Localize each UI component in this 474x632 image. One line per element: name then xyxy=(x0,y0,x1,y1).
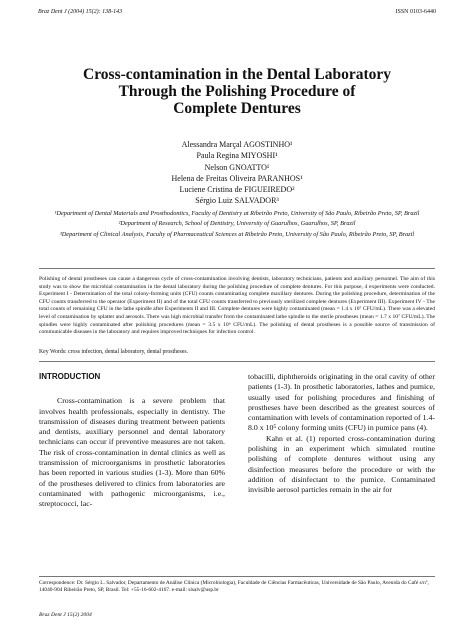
title-line: Through the Polishing Procedure of xyxy=(118,83,356,100)
author: Sérgio Luiz SALVADOR³ xyxy=(195,196,279,206)
affiliation: ³Department of Clinical Analysis, Faculty of Pharmaceutical Sciences at Ribeirão Preto, University of São Paulo, Ribeirão Preto, SP, Brazil xyxy=(59,230,415,238)
body-paragraph: Cross-contamination is a severe problem that involves health professionals, especially in dentistry. The transmission of diseases during treatment between patients and dentists, auxiliary personnel and dental laboratory technicians can occur if preventive measures are not taken. The risk of cross-contamination in dental clinics as well as transmission of microorganisms in prosthetic laboratories has been reported in various studies (1-3). More than 60% of the prostheses delivered to clinics from laboratories are contaminated with pathogenic microorganisms, i.e., streptococci, lac- xyxy=(39,396,225,509)
author: Luciene Cristina de FIGUEIREDO² xyxy=(179,185,295,195)
issn: ISSN 0103-6440 xyxy=(395,9,436,15)
abstract: Polishing of dental prostheses can cause a dangerous cycle of cross-contamination involving dentists, laboratory technicians, patients and auxiliary personnel. The aim of this study was to show the microbial contamination in the dental laboratory during the polishing procedure of complete dentures. For this purpose, 4 experiments were conducted. Experiment I - Determination of the total colony-forming units (CFU) counts contaminating complete maxillary dentures. During the polishing procedure, determination of the CFU counts transferred to the operator (Experiment II) and of the total CFU counts transferred to previously sterilized complete dentures (Experiment III). Experiment IV - The total counts of remaining CFU in the lathe spindle after Experiments II and III. Complete dentures were highly contaminated (mean = 1.4 x 10⁷ CFU/mL). There was a elevated level of contamination by splatter and aerosols. There was high microbial transfer from the contaminated lathe spindle to the sterile prostheses (mean = 1.7 x 10⁷ CFU/mL). The spindles were highly contaminated after polishing procedures (mean = 3.5 x 10⁶ CFU/mL). The polishing of dental prostheses is a possible source of transmission of communicable diseases in the laboratory and requires improved techniques for infection control. xyxy=(39,276,435,336)
right-column xyxy=(248,372,435,496)
section-heading: INTRODUCTION xyxy=(39,372,101,381)
author: Paula Regina MIYOSHI¹ xyxy=(196,151,278,161)
affiliations xyxy=(48,210,426,241)
left-column xyxy=(39,372,225,510)
affiliation: ¹Department of Dental Materials and Prosthodontics, Faculty of Dentistry at Ribeirão Preto, University of São Paulo, Ribeirão Preto, SP, Brazil xyxy=(54,210,420,217)
divider xyxy=(39,268,435,269)
body-paragraph: tobacilli, diphtheroids originating in the oral cavity of other patients (1-3). In prosthetic laboratories, lathes and pumice, usually used for polishing procedures and finishing of prostheses have been described as the greatest sources of contamination with levels of contamination reported of 1.4-8.0 x 10⁵ colony forming units (CFU) in pumice pans (4). xyxy=(248,372,435,433)
page-footer: Braz Dent J 15(2) 2004 xyxy=(39,612,92,618)
author: Alessandra Marçal AGOSTINHO¹ xyxy=(181,140,293,149)
author: Helena de Freitas Oliveira PARANHOS¹ xyxy=(171,173,303,183)
paper-title xyxy=(40,66,434,117)
correspondence: Correspondence: Dr. Sérgio L. Salvador, Departamento de Análise Clínica (Microbiologia), Faculdade de Ciências Farmacêuticas, Universidade de São Paulo, Avenida do Café s/nº, 14040-904 Ribeirão Preto, SP, Brasil. Tel: +55-16-602-4167. e-mail: slsalv@usp.br xyxy=(39,580,429,594)
divider xyxy=(39,361,435,362)
journal-reference: Braz Dent J (2004) 15(2): 138-143 xyxy=(38,9,123,15)
author-list xyxy=(0,139,474,207)
title-line: Complete Dentures xyxy=(173,100,301,117)
title-line: Cross-contamination in the Dental Laboratory xyxy=(83,66,391,83)
divider xyxy=(39,576,435,577)
affiliation: ²Department of Research, School of Dentistry, University of Guarulhos, Guarulhos, SP, Brazil xyxy=(118,220,356,228)
running-header xyxy=(38,9,436,15)
author: Nelson GNOATTO¹ xyxy=(204,162,270,172)
body-paragraph: Kahn et al. (1) reported cross-contamination during polishing in an experiment which simulated routine polishing of complete dentures without using any disinfection measures before the procedure or with the addition of disinfectant to the pumice. Contaminated invisible aerosol particles remain in the air for xyxy=(248,433,435,495)
keywords: Key Words: cross infection, dental laboratory, dental prostheses. xyxy=(39,349,189,355)
